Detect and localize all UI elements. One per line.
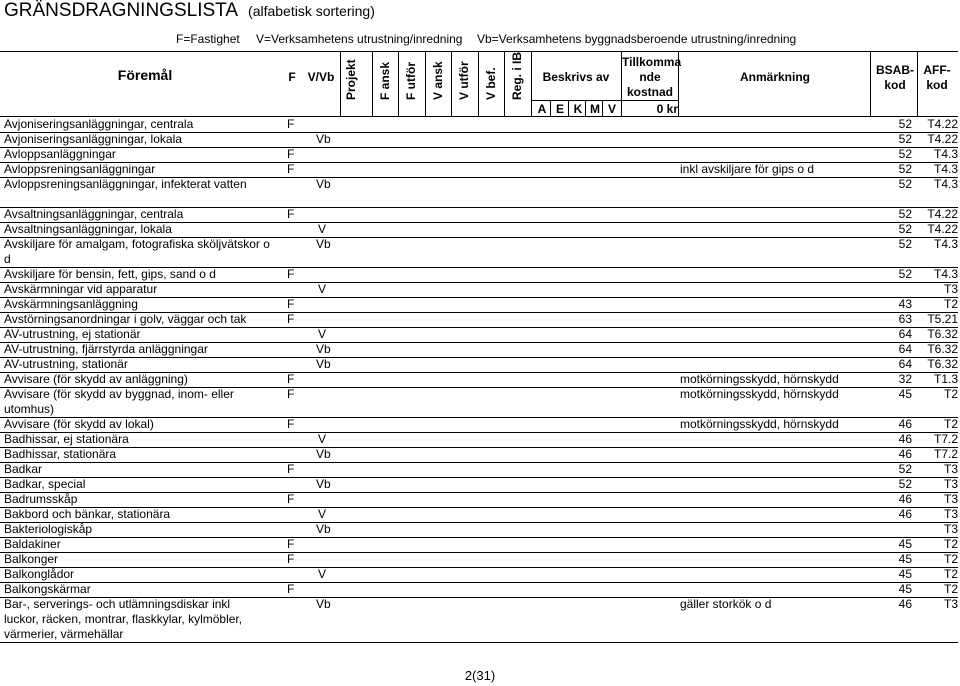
row-foremal: Avloppsreningsanläggningar, infekterat vatten [4, 177, 247, 191]
header-sep-8 [531, 51, 532, 117]
row-aff: T4.3 [933, 267, 958, 281]
header-sub-sep-2 [568, 100, 569, 116]
table-row [0, 222, 958, 237]
table-row [0, 117, 958, 132]
row-f: F [287, 537, 295, 551]
row-foremal: Badrumsskåp [4, 492, 78, 506]
table-row [0, 567, 958, 582]
row-bsab: 46 [898, 597, 912, 611]
table-row [0, 507, 958, 522]
table-row [0, 462, 958, 477]
header-sep-5 [451, 51, 452, 117]
row-f: F [287, 297, 295, 311]
row-aff: T3 [943, 522, 958, 536]
row-bsab: 43 [898, 297, 912, 311]
row-foremal: Badhissar, ej stationära [4, 432, 129, 446]
header-top-rule [0, 51, 958, 52]
row-anmarkning: motkörningsskydd, hörnskydd [680, 387, 839, 401]
row-aff: T2 [943, 537, 958, 551]
row-bsab: 52 [898, 267, 912, 281]
row-anmarkning: inkl avskiljare för gips o d [680, 162, 815, 176]
row-foremal: Bar-, serverings- och utlämningsdiskar inkl luckor, räcken, montrar, flaskkylar, kylmöbler, värmerier, värmehällar [4, 597, 243, 641]
row-vb: Vb [316, 357, 331, 371]
row-bsab: 52 [898, 222, 912, 236]
header-sep-10 [678, 51, 679, 117]
header-anmarkning: Anmärkning [739, 70, 810, 84]
header-sub-m: M [590, 102, 600, 116]
row-bsab: 46 [898, 432, 912, 446]
row-foremal: Bakbord och bänkar, stationära [4, 507, 171, 521]
table-row [0, 582, 958, 597]
row-foremal: Avsaltningsanläggningar, lokala [4, 222, 172, 236]
row-aff: T4.3 [933, 162, 958, 176]
header-sep-6 [478, 51, 479, 117]
table-row [0, 312, 958, 327]
table-row [0, 432, 958, 447]
row-aff: T7.2 [933, 447, 958, 461]
header-bsab [872, 63, 918, 93]
header-zero-kr: 0 kr [656, 102, 678, 116]
row-foremal: Avsaltningsanläggningar, centrala [4, 207, 184, 221]
row-bsab: 45 [898, 582, 912, 596]
table-row [0, 552, 958, 567]
page-number: 2(31) [464, 668, 496, 683]
table-row [0, 282, 958, 297]
row-aff: T3 [943, 597, 958, 611]
table-row [0, 327, 958, 342]
table-row [0, 342, 958, 357]
row-aff: T1.3 [933, 372, 958, 386]
header-tillkommande [622, 55, 682, 100]
row-foremal: Balkonger [4, 552, 59, 566]
table-row [0, 267, 958, 282]
row-bsab: 52 [898, 462, 912, 476]
header-sub-sep-3 [585, 100, 586, 116]
row-aff: T4.3 [933, 237, 958, 251]
row-bsab: 64 [898, 342, 912, 356]
table-row [0, 522, 958, 537]
legend-byggnadsberoende: Vb=Verksamhetens byggnadsberoende utrustning/inredning [477, 32, 797, 46]
header-tillkomma-2: nde [639, 70, 661, 84]
row-foremal: Badkar, special [4, 477, 86, 491]
row-aff: T6.32 [927, 342, 958, 356]
table-row [0, 297, 958, 312]
row-foremal: Avskärmningsanläggning [4, 297, 138, 311]
header-regib: Reg. i IB [510, 51, 524, 100]
row-v: V [318, 327, 327, 341]
row-bsab: 64 [898, 327, 912, 341]
row-bsab: 32 [898, 372, 912, 386]
row-bsab: 64 [898, 357, 912, 371]
table-row [0, 537, 958, 552]
row-foremal: AV-utrustning, fjärrstyrda anläggningar [4, 342, 208, 356]
row-aff: T4.22 [927, 117, 958, 131]
row-aff: T4.22 [927, 132, 958, 146]
table-row [0, 132, 958, 147]
header-tillkomma-3: kostnad [626, 85, 673, 99]
row-vb: Vb [316, 237, 331, 251]
row-f: F [287, 417, 295, 431]
header-vutfor: V utför [457, 61, 471, 100]
row-foremal: Avvisare (för skydd av lokal) [4, 417, 154, 431]
row-bsab: 46 [898, 447, 912, 461]
legend-fastighet: F=Fastighet [176, 32, 240, 46]
row-vb: Vb [316, 132, 331, 146]
header-sub-sep-1 [550, 100, 551, 116]
row-anmarkning: gäller storkök o d [680, 597, 772, 611]
row-foremal: Badhissar, stationära [4, 447, 117, 461]
row-foremal: Avloppsreningsanläggningar [4, 162, 156, 176]
row-vb: Vb [316, 342, 331, 356]
header-sep-11 [870, 51, 871, 117]
row-aff: T6.32 [927, 327, 958, 341]
row-foremal: Avvisare (för skydd av byggnad, inom- eller utomhus) [4, 387, 234, 416]
row-f: F [287, 462, 295, 476]
row-bsab: 52 [898, 117, 912, 131]
row-aff: T7.2 [933, 432, 958, 446]
header-foremal: Föremål [117, 67, 173, 83]
row-f: F [287, 207, 295, 221]
row-bsab: 46 [898, 492, 912, 506]
row-anmarkning: motkörningsskydd, hörnskydd [680, 417, 839, 431]
header-beskrivs: Beskrivs av [542, 70, 610, 84]
row-aff: T3 [943, 462, 958, 476]
row-bsab: 52 [898, 237, 912, 251]
table-row [0, 597, 958, 642]
row-foremal: Avjoniseringsanläggningar, centrala [4, 117, 194, 131]
row-foremal: Badkar [4, 462, 43, 476]
table-row [0, 447, 958, 462]
row-foremal: AV-utrustning, stationär [4, 357, 128, 371]
row-bsab: 63 [898, 312, 912, 326]
row-vb: Vb [316, 477, 331, 491]
row-aff: T2 [943, 582, 958, 596]
row-aff: T3 [943, 477, 958, 491]
page-title [4, 0, 375, 22]
row-bsab: 45 [898, 567, 912, 581]
row-v: V [318, 222, 327, 236]
row-f: F [287, 312, 295, 326]
header-sep-7 [504, 51, 505, 117]
row-foremal: Avvisare (för skydd av anläggning) [4, 372, 188, 386]
table-row [0, 357, 958, 372]
row-foremal: Avstörningsanordningar i golv, väggar och tak [4, 312, 247, 326]
row-rule [0, 642, 958, 643]
legend-verksamhet: V=Verksamhetens utrustning/inredning [256, 32, 463, 46]
row-f: F [287, 117, 295, 131]
row-aff: T3 [943, 492, 958, 506]
row-foremal: Avloppsanläggningar [4, 147, 116, 161]
row-f: F [287, 582, 295, 596]
header-vansk: V ansk [431, 61, 445, 100]
row-vb: Vb [316, 597, 331, 611]
row-bsab: 52 [898, 162, 912, 176]
title-text: GRÄNSDRAGNINGSLISTA [4, 0, 239, 21]
row-aff: T5.21 [927, 312, 958, 326]
row-bsab: 52 [898, 477, 912, 491]
row-f: F [287, 147, 295, 161]
row-bsab: 52 [898, 132, 912, 146]
row-bsab: 45 [898, 552, 912, 566]
header-sub-sep-4 [602, 100, 603, 116]
row-foremal: Balkonglådor [4, 567, 75, 581]
header-aff [918, 63, 956, 93]
header-vvb: V/Vb [307, 70, 335, 84]
header-aff-1: AFF- [923, 63, 951, 77]
header-sub-k: K [573, 102, 583, 116]
row-f: F [287, 267, 295, 281]
row-aff: T4.22 [927, 207, 958, 221]
row-foremal: AV-utrustning, ej stationär [4, 327, 141, 341]
row-v: V [318, 507, 327, 521]
table-row [0, 147, 958, 162]
row-bsab: 45 [898, 387, 912, 401]
header-bsab-2: kod [884, 78, 906, 92]
row-anmarkning: motkörningsskydd, hörnskydd [680, 372, 839, 386]
table-row [0, 177, 958, 207]
header-sub-e: E [555, 102, 564, 116]
row-foremal: Avskärmningar vid apparatur [4, 282, 158, 296]
header-sub-rule [532, 100, 678, 101]
row-vb: Vb [316, 522, 331, 536]
table-row [0, 237, 958, 267]
row-foremal: Avskiljare för bensin, fett, gips, sand o d [4, 267, 216, 281]
row-bsab: 52 [898, 207, 912, 221]
table-row [0, 162, 958, 177]
row-foremal: Balkongskärmar [4, 582, 91, 596]
header-sep-3 [398, 51, 399, 117]
row-bsab: 46 [898, 507, 912, 521]
row-foremal: Baldakiner [4, 537, 61, 551]
row-aff: T6.32 [927, 357, 958, 371]
row-bsab: 52 [898, 177, 912, 191]
row-vb: Vb [316, 447, 331, 461]
header-fansk: F ansk [378, 61, 392, 100]
header-projekt: Projekt [344, 59, 358, 100]
header-bsab-1: BSAB- [876, 63, 914, 77]
subtitle-text: (alfabetisk sortering) [248, 3, 375, 19]
table-row [0, 207, 958, 222]
row-foremal: Avjoniseringsanläggningar, lokala [4, 132, 182, 146]
table-row [0, 387, 958, 417]
row-bsab: 52 [898, 147, 912, 161]
table-row [0, 477, 958, 492]
row-bsab: 46 [898, 417, 912, 431]
row-aff: T4.3 [933, 177, 958, 191]
header-sep-9 [621, 51, 622, 117]
row-aff: T2 [943, 297, 958, 311]
header-sub-a: A [537, 102, 547, 116]
row-bsab: 45 [898, 537, 912, 551]
row-aff: T3 [943, 507, 958, 521]
row-f: F [287, 387, 295, 401]
row-v: V [318, 432, 327, 446]
row-aff: T2 [943, 567, 958, 581]
row-aff: T2 [943, 387, 958, 401]
header-sep-2 [372, 51, 373, 117]
row-f: F [287, 162, 295, 176]
row-v: V [318, 567, 327, 581]
header-f: F [288, 70, 296, 84]
row-f: F [287, 372, 295, 386]
row-aff: T3 [943, 282, 958, 296]
row-f: F [287, 552, 295, 566]
row-aff: T4.3 [933, 147, 958, 161]
row-foremal: Avskiljare för amalgam, fotografiska sköljvätskor o d [4, 237, 270, 266]
row-f: F [287, 492, 295, 506]
row-aff: T2 [943, 552, 958, 566]
header-tillkomma-1: Tillkomma [622, 55, 682, 69]
header-sep-12 [917, 51, 918, 117]
header-aff-2: kod [926, 78, 948, 92]
row-foremal: Bakteriologiskåp [4, 522, 93, 536]
table-row [0, 417, 958, 432]
header-sep-4 [425, 51, 426, 117]
header-vbef: V bef. [484, 67, 498, 100]
table-row [0, 492, 958, 507]
row-v: V [318, 282, 327, 296]
header-sep-1 [340, 51, 341, 117]
header-futfor: F utför [404, 62, 418, 100]
row-aff: T4.22 [927, 222, 958, 236]
table-row [0, 372, 958, 387]
header-sub-v: V [607, 102, 616, 116]
row-aff: T2 [943, 417, 958, 431]
row-vb: Vb [316, 177, 331, 191]
